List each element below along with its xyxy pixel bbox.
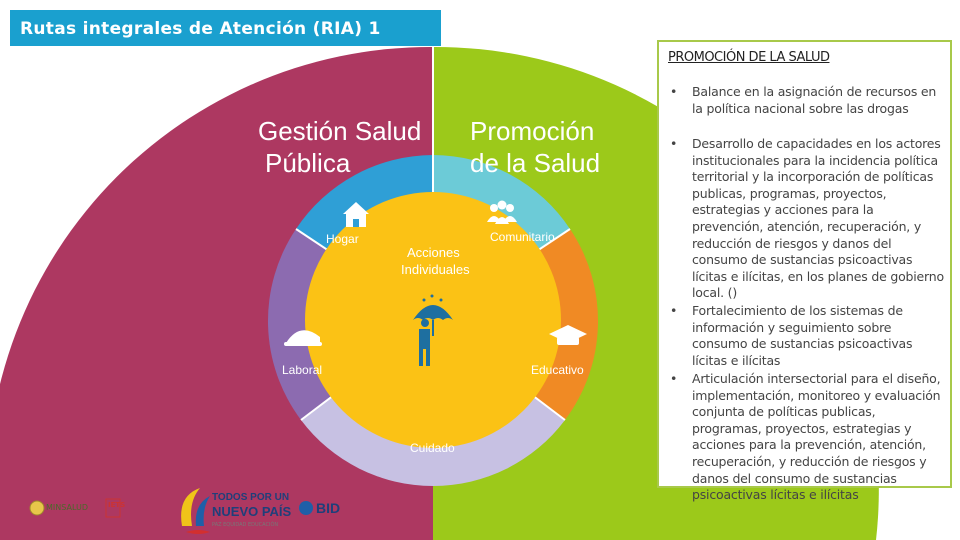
bullet-dot: •: [670, 84, 678, 99]
bid-logo-text: BID: [316, 500, 341, 516]
todos-line3: PAZ EQUIDAD EDUCACIÓN: [212, 522, 279, 528]
bullet-item: [670, 371, 945, 504]
bullet-item: [670, 303, 945, 369]
bullet-dot: •: [670, 303, 678, 318]
panel-title: PROMOCIÓN DE LA SALUD: [668, 50, 830, 65]
cuidado-label: Cuidado: [410, 441, 455, 455]
bullet-text: Balance en la asignación de recursos en la política nacional sobre las drogas: [692, 84, 937, 116]
bullet-text: Articulación intersectorial para el diseño, implementación, monitoreo y evaluación conjunta de políticas publicas, programas, proyectos, estrategias y acciones para la prevención, atención, recuperación, y reducción de riesgos y danos del consumo de sustancias psicoactivas lícitas e ilícitas: [692, 371, 941, 503]
bid-logo-icon: [299, 501, 313, 515]
bullet-dot: •: [670, 371, 678, 386]
minsalud-seal-icon: [30, 501, 44, 515]
bullet-item: [670, 84, 945, 117]
gestion-label-line1: Gestión Salud: [258, 116, 422, 146]
center-label-line2: Individuales: [401, 262, 470, 277]
promocion-label-line2: de la Salud: [470, 148, 601, 178]
gestion-label-line2: Pública: [265, 148, 351, 178]
slide-title: Rutas integrales de Atención (RIA) 1: [10, 10, 441, 46]
hogar-label: Hogar: [326, 232, 359, 246]
center-label-line1: Acciones: [407, 245, 460, 260]
laboral-label: Laboral: [282, 363, 323, 377]
footer-logos: [0, 482, 600, 540]
todos-line2: NUEVO PAÍS: [212, 504, 292, 519]
comunitario-label: Comunitario: [490, 230, 555, 244]
promocion-label-line1: Promoción: [470, 116, 595, 146]
bullet-text: Desarrollo de capacidades en los actores institucionales para la incidencia política territorial y la incorporación de políticas publicas, programas, proyectos, estrategias y acciones para la prevención, atención, recuperación, y reducción de riesgos y danos del consumo de sustancias psicoactivas lícitas e ilícitas, en los planes de gobierno local. (): [692, 136, 944, 301]
bullet-text: Fortalecimiento de los sistemas de información y seguimiento sobre consumo de sustancias psicoactivas lícitas e ilícitas: [692, 303, 913, 368]
bullet-dot: •: [670, 136, 678, 151]
iets-logo-text: IETS: [108, 501, 126, 509]
bullet-item: [670, 136, 945, 302]
educativo-label: Educativo: [531, 363, 584, 377]
todos-line1: TODOS POR UN: [212, 492, 290, 503]
minsalud-logo-text: MINSALUD: [46, 503, 89, 512]
